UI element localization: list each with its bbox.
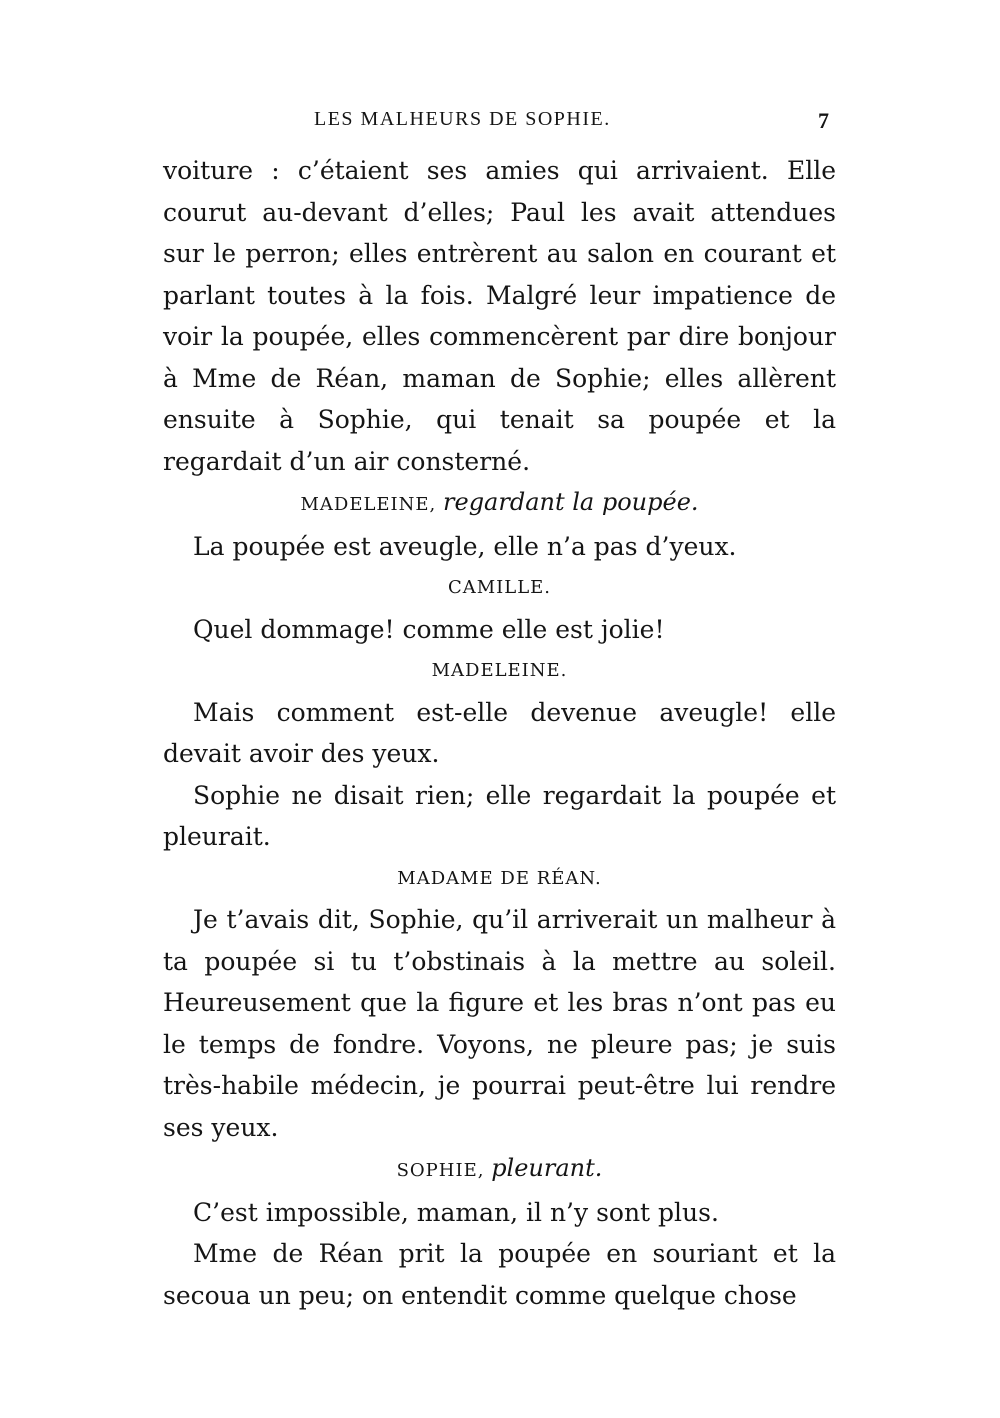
running-title: LES MALHEURS DE SOPHIE.	[314, 108, 611, 130]
dialogue-line: C’est impossible, maman, il n’y sont plus.	[193, 1197, 719, 1227]
dialogue-line: Quel dommage! comme elle est jolie!	[193, 614, 665, 644]
speaker-madame-de-rean	[163, 858, 836, 900]
narration-paragraph: Sophie ne disait rien; elle regardait la poupée et pleurait.	[163, 780, 836, 851]
paragraph-opening: voiture : c’étaient ses amies qui arrivaient. Elle courut au-devant d’elles; Paul les avait attendues sur le perron; elles entrèrent au salon en courant et parlant toutes à la fois. Malgré leur impatience de voir la poupée, elles commencèrent par dire bonjour à Mme de Réan, maman de Sophie; elles allèrent ensuite à Sophie, qui tenait sa poupée et la regardait d’un air consterné.	[163, 156, 836, 476]
page-number: 7	[818, 108, 831, 133]
running-head	[0, 108, 1000, 138]
speaker-name: MADELEINE.	[431, 660, 568, 681]
speaker-madeleine	[163, 482, 836, 526]
speaker-sophie	[163, 1148, 836, 1192]
speaker-name: MADELEINE,	[300, 494, 437, 515]
dialogue-line: La poupée est aveugle, elle n’a pas d’yeux.	[193, 531, 737, 561]
speaker-camille	[163, 567, 836, 609]
speaker-name: MADAME DE RÉAN.	[397, 867, 602, 889]
dialogue-line: Mais comment est-elle devenue aveugle! elle devait avoir des yeux.	[163, 697, 836, 768]
stage-direction: regardant la poupée.	[443, 488, 699, 516]
dialogue-line: Je t’avais dit, Sophie, qu’il arriverait un malheur à ta poupée si tu t’obstinais à la mettre au soleil. Heureusement que la figure et les bras n’ont pas eu le temps de fondre. Voyons, ne pleure pas; je suis très-habile médecin, je pourrai peut-être lui rendre ses yeux.	[163, 905, 836, 1142]
page-text	[163, 150, 836, 1316]
speaker-name: SOPHIE,	[396, 1160, 485, 1181]
narration-paragraph: Mme de Réan prit la poupée en souriant et la secoua un peu; on entendit comme quelque chose	[163, 1239, 836, 1310]
stage-direction: pleurant.	[491, 1154, 603, 1182]
speaker-name: CAMILLE.	[447, 577, 552, 598]
speaker-madeleine-2	[163, 650, 836, 692]
